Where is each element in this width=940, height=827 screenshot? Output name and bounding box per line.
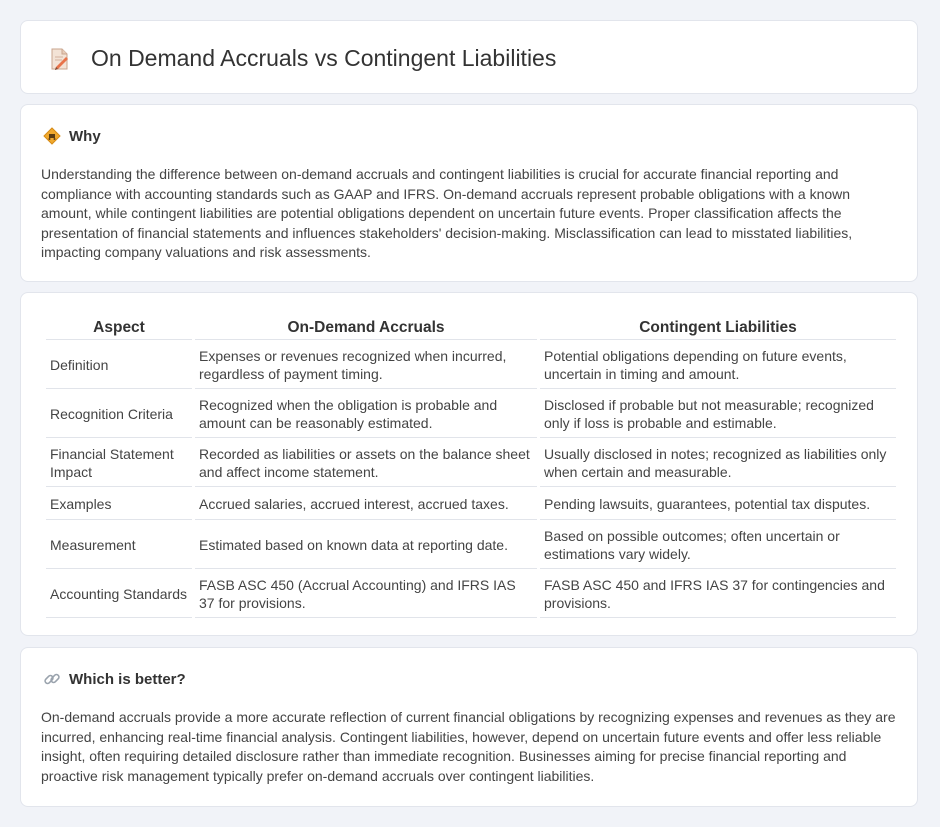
cell-contingent: Usually disclosed in notes; recognized as liabilities only when certain and measurable.	[540, 440, 896, 487]
cell-accruals: Recorded as liabilities or assets on the balance sheet and affect income statement.	[195, 440, 537, 487]
table-row	[46, 489, 896, 520]
cell-aspect: Accounting Standards	[46, 571, 192, 618]
table-row	[46, 391, 896, 438]
link-icon	[43, 670, 61, 688]
cell-aspect: Measurement	[46, 522, 192, 569]
header-contingent-liabilities: Contingent Liabilities	[540, 315, 896, 340]
better-text: On-demand accruals provide a more accurate reflection of current financial obligations by recognizing expenses and revenues as they are incurred, enhancing real-time financial analysis. Contingent liabilities, however, depend on uncertain future events and offer less reliable insight, often requiring detailed disclosure rather than immediate recognition. Businesses aiming for precise financial reporting and proactive risk management typically prefer on-demand accruals over contingent liabilities.	[41, 709, 896, 784]
cell-aspect: Examples	[46, 489, 192, 520]
cell-contingent: Pending lawsuits, guarantees, potential tax disputes.	[540, 489, 896, 520]
better-title: Which is better?	[69, 670, 186, 688]
header-on-demand-accruals: On-Demand Accruals	[195, 315, 537, 340]
cell-accruals: Recognized when the obligation is probable and amount can be reasonably estimated.	[195, 391, 537, 438]
cell-contingent: Potential obligations depending on future events, uncertain in timing and amount.	[540, 342, 896, 389]
cell-aspect: Definition	[46, 342, 192, 389]
table-row	[46, 571, 896, 618]
diamond-road-sign-icon	[43, 127, 61, 145]
cell-contingent: FASB ASC 450 and IFRS IAS 37 for contingencies and provisions.	[540, 571, 896, 618]
table-header-row	[46, 315, 896, 340]
why-section	[20, 104, 918, 282]
why-heading	[43, 127, 101, 145]
header-card	[20, 20, 918, 94]
comparison-table	[43, 313, 899, 620]
table-row	[46, 440, 896, 487]
comparison-section	[20, 292, 918, 636]
cell-contingent: Based on possible outcomes; often uncertain or estimations vary widely.	[540, 522, 896, 569]
table-row	[46, 522, 896, 569]
cell-accruals: FASB ASC 450 (Accrual Accounting) and IFRS IAS 37 for provisions.	[195, 571, 537, 618]
better-section	[20, 647, 918, 807]
why-title: Why	[69, 127, 101, 145]
header-aspect: Aspect	[46, 315, 192, 340]
cell-accruals: Estimated based on known data at reporting date.	[195, 522, 537, 569]
title-row	[47, 45, 556, 72]
page-title: On Demand Accruals vs Contingent Liabilities	[91, 45, 557, 71]
cell-aspect: Recognition Criteria	[46, 391, 192, 438]
cell-accruals: Expenses or revenues recognized when incurred, regardless of payment timing.	[195, 342, 537, 389]
cell-accruals: Accrued salaries, accrued interest, accrued taxes.	[195, 489, 537, 520]
table-row	[46, 342, 896, 389]
why-text: Understanding the difference between on-demand accruals and contingent liabilities is crucial for accurate financial reporting and compliance with accounting standards such as GAAP and IFRS. On-demand accruals represent probable obligations with a known amount, while contingent liabilities are potential obligations dependent on uncertain future events. Proper classification affects the presentation of financial statements and influences stakeholders' decision-making. Misclassification can lead to misstated liabilities, impacting company valuations and risk assessments.	[41, 166, 853, 261]
document-pencil-icon	[47, 47, 71, 71]
better-heading	[43, 670, 186, 688]
cell-contingent: Disclosed if probable but not measurable; recognized only if loss is probable and estimable.	[540, 391, 896, 438]
cell-aspect: Financial Statement Impact	[46, 440, 192, 487]
